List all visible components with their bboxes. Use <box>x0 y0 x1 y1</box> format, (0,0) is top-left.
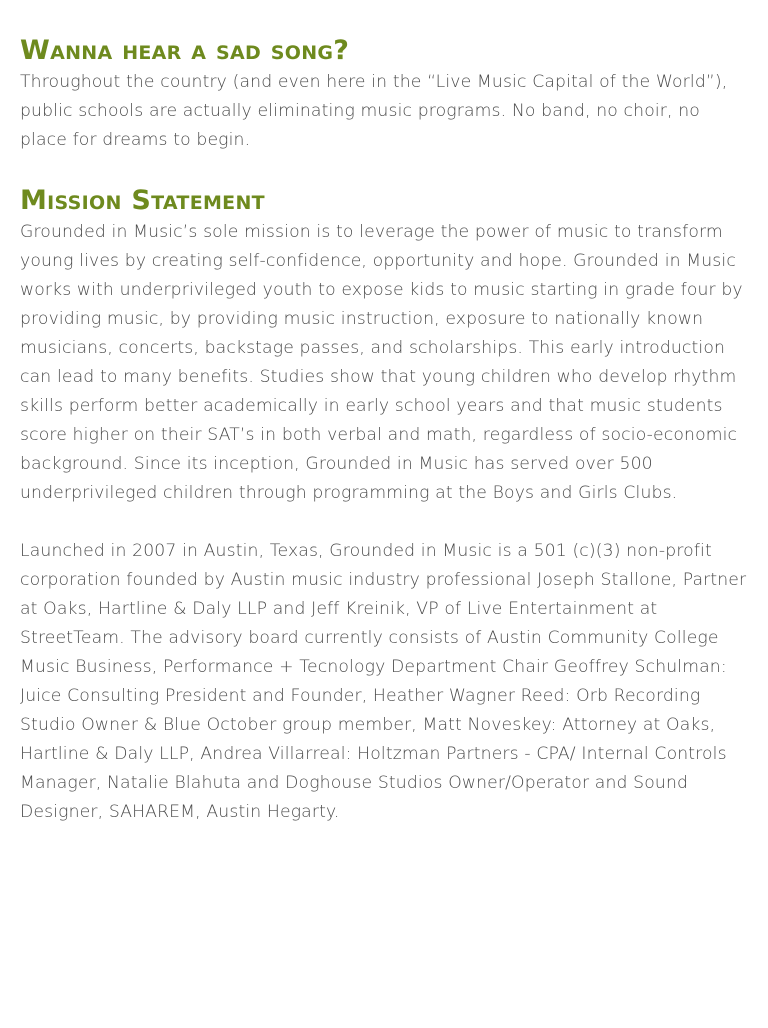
section-spacer <box>20 155 748 184</box>
history-paragraph: Launched in 2007 in Austin, Texas, Grounded in Music is a 501 (c)(3) non-profit corporation founded by Austin music industry professional Joseph Stallone, Partner at Oaks, Hartline & Daly LLP and Jeff Kreinik, VP of Live Entertainment at StreetTeam. The advisory board currently consists of Austin Community College Music Business, Performance + Tecnology Department Chair Geoffrey Schulman: Juice Consulting President and Founder, Heather Wagner Reed: Orb Recording Studio Owner & Blue October group member, Matt Noveskey: Attorney at Oaks, Hartline & Daly LLP, Andrea Villarreal: Holtzman Partners - CPA/ Internal Controls Manager, Natalie Blahuta and Doghouse Studios Owner/Operator and Sound Designer, SAHAREM, Austin Hegarty. <box>20 541 747 822</box>
mission-statement-heading: Mission Statement <box>20 185 265 216</box>
mission-paragraph: Grounded in Music’s sole mission is to leverage the power of music to transform young lives by creating self-confidence, opportunity and hope. Grounded in Music works with underprivileged youth to expose kids to music starting in grade four by providing music, by providing music instruction, exposure to nationally known musicians, concerts, backstage passes, and scholarships. This early introduction can lead to many benefits. Studies show that young children who develop rhythm skills perform better academically in early school years and that music students score higher on their SAT’s in both verbal and math, regardless of socio-economic background. Since its inception, Grounded in Music has served over 500 underprivileged children through programming at the Boys and Girls Clubs. <box>20 222 743 503</box>
content-column <box>20 34 748 827</box>
paragraph-spacer <box>20 508 748 537</box>
sad-song-paragraph: Throughout the country (and even here in the “Live Music Capital of the World”), public schools are actually eliminating music programs. No band, no choir, no place for dreams to begin. <box>20 72 728 150</box>
sad-song-heading: Wanna hear a sad song? <box>20 35 350 66</box>
